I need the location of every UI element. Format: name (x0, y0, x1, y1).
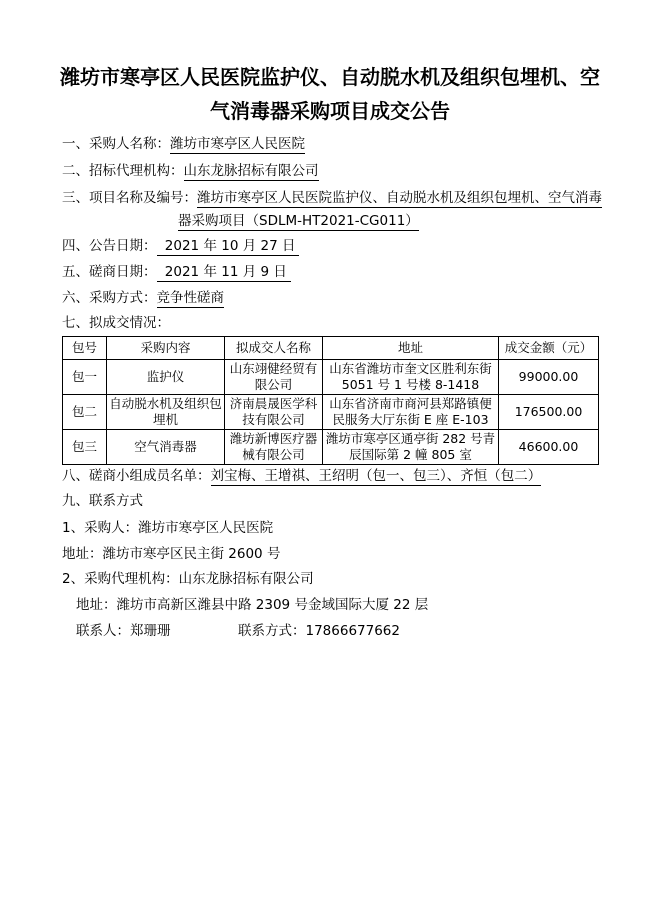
cell-package: 包一 (63, 360, 107, 395)
panel-line (62, 467, 541, 485)
table-row (63, 360, 599, 395)
table-row (63, 395, 599, 430)
cell-address: 山东省济南市商河县郑路镇便民服务大厅东街 E 座 E-103 (323, 395, 499, 430)
cell-amount: 46600.00 (499, 430, 599, 465)
contact-purchaser-address: 地址：潍坊市寒亭区民主街 2600 号 (62, 546, 281, 562)
project-line-2 (178, 212, 419, 230)
agency-label: 二、招标代理机构： (62, 163, 184, 179)
method-label: 六、采购方式： (62, 290, 157, 306)
header-address: 地址 (323, 337, 499, 360)
cell-package: 包二 (63, 395, 107, 430)
cell-address: 潍坊市寒亭区通亭街 282 号青辰国际第 2 幢 805 室 (323, 430, 499, 465)
project-value-line2: 器采购项目（SDLM-HT2021-CG011） (178, 213, 419, 229)
contact-agency: 2、采购代理机构：山东龙脉招标有限公司 (62, 571, 314, 587)
notice-date-label: 四、公告日期： (62, 238, 157, 254)
contact-agency-address: 地址：潍坊市高新区潍县中路 2309 号金域国际大厦 22 层 (76, 597, 429, 613)
award-label: 七、拟成交情况： (62, 315, 170, 331)
purchaser-line (62, 135, 305, 153)
header-vendor: 拟成交人名称 (225, 337, 323, 360)
cell-content: 监护仪 (107, 360, 225, 395)
agency-line (62, 162, 319, 180)
header-package: 包号 (63, 337, 107, 360)
page-title: 潍坊市寒亭区人民医院监护仪、自动脱水机及组织包埋机、空气消毒器采购项目成交公告 (60, 65, 600, 123)
notice-date-line (62, 237, 299, 255)
cell-content: 空气消毒器 (107, 430, 225, 465)
negotiation-date-line (62, 263, 291, 281)
table-row (63, 430, 599, 465)
table-header-row (63, 337, 599, 360)
purchaser-value: 潍坊市寒亭区人民医院 (170, 136, 305, 152)
purchaser-label: 一、采购人名称： (62, 136, 170, 152)
method-value: 竞争性磋商 (156, 290, 224, 306)
panel-label: 八、磋商小组成员名单： (62, 468, 211, 484)
project-value-line1: 潍坊市寒亭区人民医院监护仪、自动脱水机及组织包埋机、空气消毒 (197, 190, 602, 206)
negotiation-date-label: 五、磋商日期： (62, 264, 157, 280)
cell-package: 包三 (63, 430, 107, 465)
contact-purchaser: 1、采购人：潍坊市寒亭区人民医院 (62, 520, 274, 536)
agency-value: 山东龙脉招标有限公司 (183, 163, 319, 179)
contact-heading: 九、联系方式 (62, 493, 143, 509)
cell-vendor: 济南晨晟医学科技有限公司 (225, 395, 323, 430)
cell-content: 自动脱水机及组织包埋机 (107, 395, 225, 430)
negotiation-date-value: 2021 年 11 月 9 日 (157, 264, 291, 282)
panel-value: 刘宝梅、王增祺、王绍明（包一、包三）、齐恒（包二） (210, 468, 542, 484)
contact-person: 联系人：郑珊珊 (76, 623, 171, 639)
project-line (62, 189, 602, 207)
cell-amount: 99000.00 (499, 360, 599, 395)
cell-amount: 176500.00 (499, 395, 599, 430)
cell-vendor: 山东翊健经贸有限公司 (225, 360, 323, 395)
contact-phone: 联系方式：17866677662 (238, 623, 400, 639)
award-table (62, 336, 599, 465)
cell-address: 山东省潍坊市奎文区胜利东街 5051 号 1 号楼 8-1418 (323, 360, 499, 395)
method-line (62, 289, 224, 307)
header-amount: 成交金额（元） (499, 337, 599, 360)
cell-vendor: 潍坊新博医疗器械有限公司 (225, 430, 323, 465)
header-content: 采购内容 (107, 337, 225, 360)
notice-date-value: 2021 年 10 月 27 日 (157, 238, 300, 256)
project-label: 三、项目名称及编号： (62, 190, 197, 206)
